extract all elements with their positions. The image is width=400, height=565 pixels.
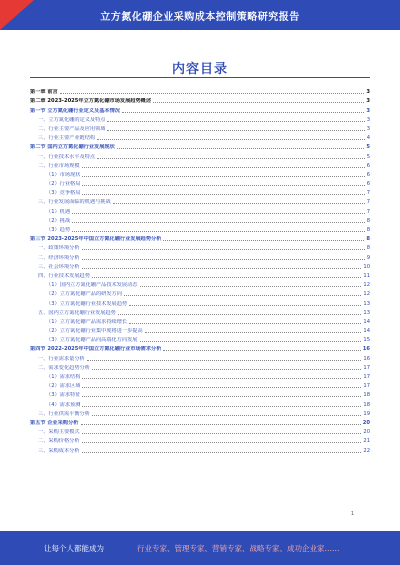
toc-heading: 内容目录	[171, 62, 228, 77]
toc-entry-label: 三、行业发展面临的机遇与挑战	[38, 199, 111, 206]
toc-entry-label: （2）立方氮化硼产品的研发方向	[46, 291, 122, 298]
toc-entry[interactable]	[30, 343, 370, 352]
toc-entry-label: 二、需求变化趋势分析	[38, 364, 90, 371]
toc-entry-label: 五、国内立方氮化硼行业发展趋势	[38, 309, 116, 316]
toc-entry-label: 第二章 2023-2025年立方氮化硼市场发展趋势概述	[30, 98, 152, 105]
toc-entry-page: 17	[363, 364, 370, 371]
toc-entry[interactable]	[30, 205, 370, 214]
toc-entry-page: 5	[366, 153, 370, 160]
toc-entry[interactable]	[30, 160, 370, 169]
toc-leader-dots	[72, 231, 365, 232]
toc-leader-dots	[92, 415, 362, 416]
toc-entry-label: 一、政策环境分析	[38, 245, 80, 252]
toc-entry-label: （3）竞争格局	[46, 190, 81, 197]
toc-entry-label: 二、采购价格分析	[38, 438, 80, 445]
toc-entry-page: 4	[366, 135, 370, 142]
toc-entry[interactable]	[30, 224, 370, 233]
footer-bar	[0, 531, 400, 565]
toc-leader-dots	[82, 433, 362, 434]
toc-entry[interactable]	[30, 141, 370, 150]
toc-leader-dots	[92, 277, 362, 278]
toc-leader-dots	[122, 112, 364, 113]
toc-entry-page: 7	[366, 199, 370, 206]
toc-leader-dots	[82, 176, 364, 177]
toc-entry-page: 18	[363, 401, 370, 408]
toc-entry-label: 二、经济环境分析	[38, 254, 80, 261]
toc-entry[interactable]	[30, 261, 370, 270]
toc-leader-dots	[82, 194, 364, 195]
toc-entry-page: 3	[366, 89, 370, 96]
toc-leader-dots	[82, 378, 361, 379]
toc-entry-label: （2）立方氮化硼行业集中度将进一步提高	[46, 328, 143, 335]
toc-entry[interactable]	[30, 215, 370, 224]
toc-entry-label: 三、行业主要产业链结构	[38, 135, 96, 142]
toc-entry-page: 6	[366, 171, 370, 178]
report-title: 立方氮化硼企业采购成本控制策略研究报告	[100, 12, 300, 23]
toc-entry[interactable]	[30, 398, 370, 407]
toc-entry[interactable]	[30, 169, 370, 178]
toc-leader-dots	[153, 102, 364, 103]
toc-entry-label: 第一章 前言	[30, 89, 58, 96]
toc-entry-label: 二、行业主要产品及应用领域	[38, 125, 106, 132]
toc-entry-label: 第五节 企业采购分析	[30, 419, 79, 426]
toc-entry-page: 13	[363, 300, 370, 307]
toc-entry-label: 二、行业市场规模	[38, 162, 80, 169]
toc-entry-label: （3）立方氮化硼行业技术发展趋势	[46, 300, 128, 307]
toc-leader-dots	[163, 350, 360, 351]
toc-entry-label: （1）机遇	[46, 208, 71, 215]
toc-entry-label: 一、立方氮化硼的定义及特点	[38, 116, 106, 123]
toc-entry-page: 8	[366, 236, 370, 243]
toc-leader-dots	[140, 341, 362, 342]
toc-entry-page: 17	[363, 383, 370, 390]
toc-leader-dots	[97, 139, 365, 140]
toc-leader-dots	[81, 424, 361, 425]
toc-entry-label: （1）市场现状	[46, 171, 81, 178]
toc-entry[interactable]	[30, 334, 370, 343]
toc-entry[interactable]	[30, 242, 370, 251]
toc-entry[interactable]	[30, 104, 370, 113]
toc-entry-page: 21	[363, 438, 370, 445]
toc-entry-label: 三、行业供需平衡分析	[38, 410, 90, 417]
toc-leader-dots	[163, 240, 364, 241]
toc-entry-label: 一、行业技术水平及特点	[38, 153, 96, 160]
toc-leader-dots	[72, 213, 365, 214]
toc-entry-page: 11	[363, 272, 370, 279]
toc-entry-page: 8	[366, 245, 370, 252]
toc-entry-page: 8	[366, 227, 370, 233]
toc-entry-page: 17	[363, 374, 370, 380]
toc-entry-page: 3	[366, 116, 370, 123]
toc-entry-page: 15	[363, 337, 370, 344]
toc-entry-page: 22	[363, 447, 370, 454]
toc-entry[interactable]	[30, 279, 370, 288]
toc-entry[interactable]	[30, 362, 370, 371]
toc-divider	[30, 77, 370, 78]
toc-entry[interactable]	[30, 270, 370, 279]
toc-entry[interactable]	[30, 114, 370, 123]
toc-entry-page: 9	[366, 254, 370, 261]
toc-entry[interactable]	[30, 288, 370, 297]
toc-leader-dots	[107, 130, 364, 131]
toc-entry-page: 8	[366, 217, 370, 224]
toc-entry-page: 16	[362, 346, 370, 353]
toc-entry[interactable]	[30, 307, 370, 316]
toc-leader-dots	[82, 406, 361, 407]
toc-entry-label: 一、采购主要模式	[38, 429, 80, 436]
toc-entry[interactable]	[30, 187, 370, 196]
toc-entry[interactable]	[30, 95, 370, 104]
toc-entry[interactable]	[30, 352, 370, 361]
toc-leader-dots	[97, 158, 365, 159]
toc-entry[interactable]	[30, 444, 370, 453]
toc-leader-dots	[72, 222, 365, 223]
toc-entry-label: （3）趋势	[46, 227, 71, 233]
toc-entry-label: （2）挑战	[46, 217, 71, 224]
toc-leader-dots	[87, 360, 362, 361]
toc-leader-dots	[82, 249, 365, 250]
toc-entry[interactable]	[30, 426, 370, 435]
toc-entry-label: 一、行业需求量分析	[38, 355, 85, 362]
toc-entry-label: （2）行业格局	[46, 181, 81, 188]
toc-entry-label: 第三节 2023-2025年中国立方氮化硼行业发展趋势分析	[30, 236, 162, 243]
toc-entry-label: （1）需求结构	[46, 374, 81, 380]
toc-leader-dots	[82, 167, 365, 168]
toc-entry[interactable]	[30, 251, 370, 260]
toc-entry-label: （1）国内立方氮化硼产品技术发展动态	[46, 282, 138, 289]
toc-entry[interactable]	[30, 178, 370, 187]
toc-entry-page: 19	[363, 410, 370, 417]
toc-entry-page: 3	[366, 98, 370, 105]
page-number: 1	[350, 511, 354, 517]
toc-entry-label: （4）需求预测	[46, 401, 81, 408]
toc-entry-label: （1）立方氮化硼产品需求持续增长	[46, 318, 128, 325]
toc-entry[interactable]	[30, 297, 370, 306]
toc-entry-page: 12	[363, 282, 370, 289]
toc-entry-page: 16	[363, 355, 370, 362]
toc-leader-dots	[107, 121, 364, 122]
toc-entry[interactable]	[30, 150, 370, 159]
toc-leader-dots	[82, 452, 362, 453]
toc-entry-page: 7	[366, 190, 370, 197]
toc-entry[interactable]	[30, 123, 370, 132]
footer-slogan: 让每个人都能成为	[44, 544, 104, 553]
toc-leader-dots	[82, 268, 362, 269]
header-bar	[0, 0, 400, 30]
toc-entry-label: 四、行业技术发展趋势	[38, 272, 90, 279]
toc-entry-label: 第二节 国内立方氮化硼行业发展现状	[30, 144, 115, 151]
toc-entry-page: 12	[363, 291, 370, 298]
toc-leader-dots	[82, 442, 362, 443]
toc-entry-label: （2）需求区域	[46, 383, 81, 390]
toc-entry-label: （3）立方氮化硼产品向高端化方向发展	[46, 337, 138, 344]
toc-entry-page: 18	[363, 392, 370, 399]
table-of-contents	[30, 86, 370, 454]
toc-leader-dots	[82, 259, 365, 260]
toc-entry-page: 5	[366, 144, 370, 151]
toc-entry[interactable]	[30, 233, 370, 242]
toc-entry-page: 20	[362, 419, 370, 426]
toc-leader-dots	[118, 314, 362, 315]
toc-leader-dots	[113, 203, 365, 204]
toc-entry[interactable]	[30, 316, 370, 325]
toc-entry-page: 14	[363, 318, 370, 325]
toc-leader-dots	[140, 286, 362, 287]
toc-leader-dots	[92, 369, 362, 370]
toc-entry-page: 3	[366, 107, 370, 114]
toc-entry-page: 14	[363, 328, 370, 335]
toc-entry-page: 13	[363, 309, 370, 316]
toc-entry-label: 第四节 2022-2025年中国立方氮化硼行业市场需求分析	[30, 346, 162, 353]
toc-entry-page: 6	[366, 181, 370, 188]
toc-entry[interactable]	[30, 380, 370, 389]
toc-entry[interactable]	[30, 371, 370, 380]
toc-entry[interactable]	[30, 408, 370, 417]
toc-entry-page: 3	[366, 125, 370, 132]
toc-entry-page: 10	[363, 263, 370, 270]
toc-entry-page: 7	[366, 208, 370, 215]
toc-entry[interactable]	[30, 417, 370, 426]
toc-leader-dots	[117, 148, 365, 149]
toc-leader-dots	[129, 305, 361, 306]
toc-entry[interactable]	[30, 196, 370, 205]
toc-entry[interactable]	[30, 389, 370, 398]
toc-leader-dots	[60, 93, 365, 94]
toc-leader-dots	[82, 396, 361, 397]
toc-entry-page: 6	[366, 162, 370, 169]
toc-entry-page: 20	[363, 429, 370, 436]
toc-entry[interactable]	[30, 435, 370, 444]
toc-leader-dots	[82, 387, 361, 388]
toc-entry[interactable]	[30, 325, 370, 334]
toc-entry-label: （3）需求特征	[46, 392, 81, 399]
toc-entry[interactable]	[30, 132, 370, 141]
toc-entry[interactable]	[30, 86, 370, 95]
toc-entry-label: 三、采购成本分析	[38, 447, 80, 454]
footer-roles: 行业专家、管理专家、营销专家、战略专家、成功企业家……	[137, 544, 340, 553]
toc-entry-label: 第一节 立方氮化硼行业定义及基本情况	[30, 107, 120, 114]
toc-entry-label: 三、社会环境分析	[38, 263, 80, 270]
toc-leader-dots	[129, 323, 361, 324]
toc-leader-dots	[124, 295, 361, 296]
toc-leader-dots	[82, 185, 364, 186]
toc-leader-dots	[145, 332, 362, 333]
